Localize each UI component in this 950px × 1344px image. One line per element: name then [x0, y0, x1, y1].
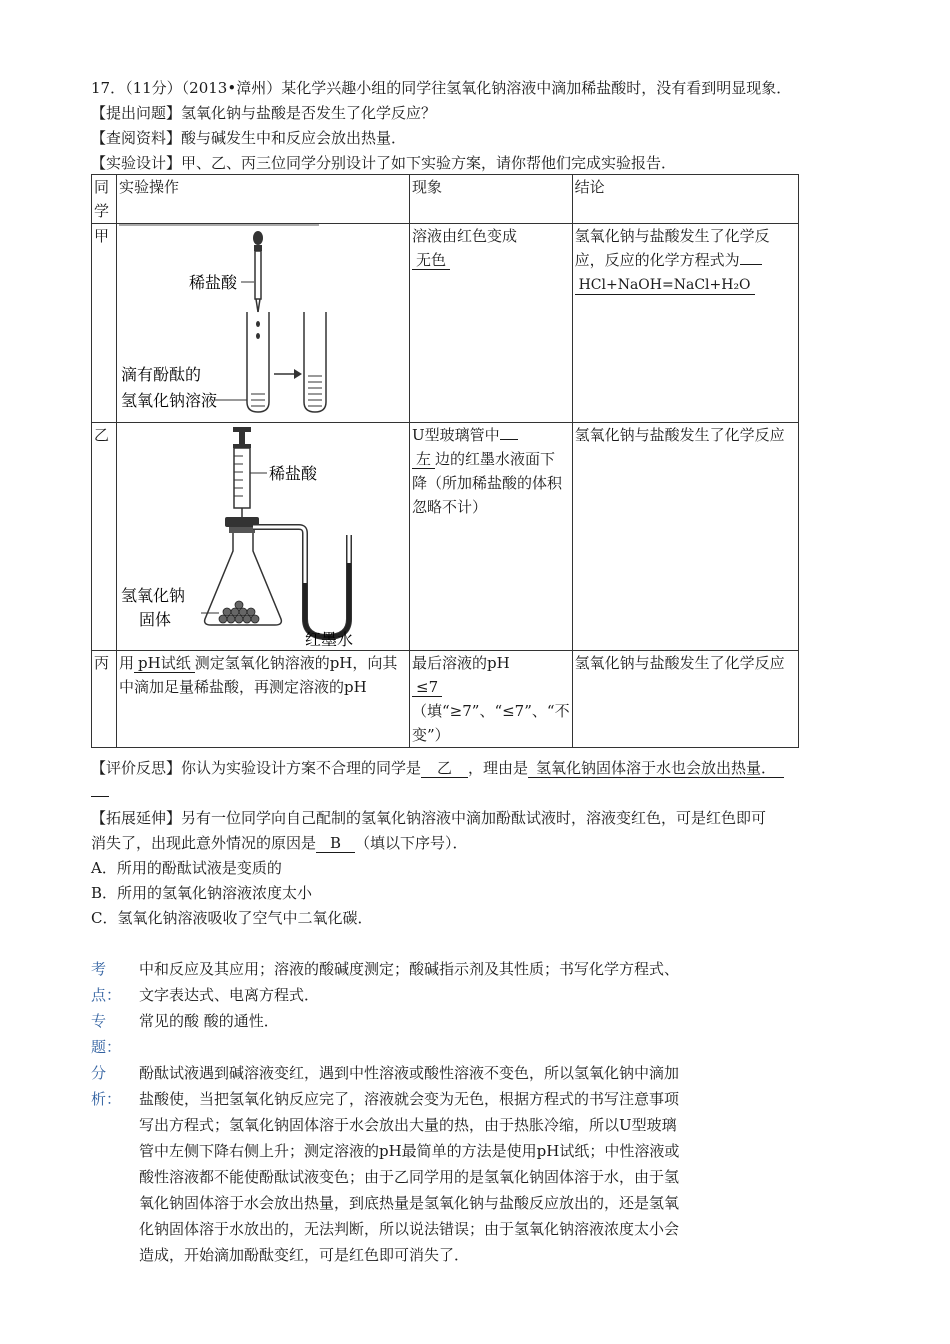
- conclusion-jia-text: 氢氧化钠与盐酸发生了化学反应，反应的化学方程式为: [574, 227, 770, 269]
- phenomenon-yi-answer: 左: [412, 450, 435, 469]
- label-acid-yi: 稀盐酸: [269, 466, 318, 483]
- extension-line-2: [91, 831, 468, 855]
- reflection-answer-1: 乙: [421, 759, 468, 778]
- label-solution-2: 氢氧化钠溶液: [121, 393, 218, 410]
- analysis-fenxi: [91, 1060, 751, 1268]
- header-student: 同学: [92, 175, 117, 224]
- diagram-flask: [119, 423, 407, 648]
- extension-line-2-pre: 消失了，出现此意外情况的原因是: [91, 834, 317, 852]
- table-header-row: [92, 175, 799, 224]
- phenomenon-jia-answer: 无色: [412, 251, 450, 270]
- reflection-mid: ，理由是: [468, 759, 529, 777]
- label-solid-1: 氢氧化钠: [121, 588, 186, 605]
- reflection-text: 【评价反思】你认为实验设计方案不合理的同学是: [91, 759, 422, 777]
- question-ask: 【提出问题】氢氧化钠与盐酸是否发生了化学反应？: [91, 104, 437, 122]
- flask-diagram: [119, 423, 407, 648]
- student-yi: 乙: [92, 423, 117, 651]
- analysis-zhuanti: [91, 1008, 751, 1060]
- reflection-blank-tail: [91, 780, 109, 804]
- kaodian-body: 中和反应及其应用；溶液的酸碱度测定；酸碱指示剂及其性质；书写化学方程式、 文字表达式、电离方程式．: [139, 960, 680, 1004]
- label-solid-2: 固体: [139, 612, 172, 629]
- extension-line-2-post: （填以下序号）．: [355, 834, 468, 852]
- test-tube-diagram: [119, 224, 407, 420]
- analysis-section: [91, 956, 751, 1268]
- student-bing: 丙: [92, 651, 117, 748]
- fenxi-body: 酚酞试液遇到碱溶液变红，遇到中性溶液或酸性溶液不变色，所以氢氧化钠中滴加 盐酸使，当把氢氧化钠反应完了，溶液就会变为无色，根据方程式的书写注意事项 写出方程式；氢氧化钠固体溶于水会放出大量的热，由于热胀冷缩，所以U型玻璃 管中左侧下降右侧上升；测定溶液的pH最简单的方法是使用pH试纸；中性溶液或 酸性溶液都不能使酚酞试液变色；由于乙同学用的是氢氧化钠固体溶于水，由于氢 氧化钠固体溶于水会放出热量，到底热量是氢氧化钠与盐酸反应放出的，还是氢氧 化钠固体溶于水放出的，无法判断，所以说法错误；由于氢氧化钠溶液浓度太小会 造成，开始滴加酚酞变红，可是红色即可消失了．: [139, 1064, 680, 1264]
- question-info: 【查阅资料】酸与碱发生中和反应会放出热量．: [91, 129, 407, 147]
- question-intro: 17．（11分）（2013•漳州）某化学兴趣小组的同学往氢氧化钠溶液中滴加稀盐酸时，没有看到明显现象．: [91, 79, 792, 97]
- option-a: A．所用的酚酞试液是变质的: [91, 859, 282, 877]
- phenomenon-bing-post: （填“≥7”、“≤7”、“不变”）: [412, 702, 570, 744]
- phenomenon-jia: [410, 224, 573, 423]
- phenomenon-yi: [410, 423, 573, 651]
- zhuanti-body: 常见的酸 酸的通性．: [139, 1012, 279, 1030]
- student-jia: 甲: [92, 224, 117, 423]
- conclusion-jia: [572, 224, 798, 423]
- phenomenon-yi-text: U型玻璃管中: [412, 426, 500, 444]
- extension-line-1: 【拓展延伸】另有一位同学向自己配制的氢氧化钠溶液中滴加酚酞试液时，溶液变红色，可是红色即可: [91, 809, 767, 827]
- operation-bing-post: 测定氢氧化钠溶液的pH，向其中滴加足量稀盐酸，再测定溶液的pH: [119, 654, 398, 696]
- label-acid-jia: 稀盐酸: [189, 275, 238, 292]
- header-phenomenon: 现象: [410, 175, 573, 224]
- analysis-kaodian: [91, 956, 751, 1008]
- operation-yi: [117, 423, 410, 651]
- fenxi-label: 分 析：: [91, 1064, 122, 1108]
- label-water: 红墨水: [305, 632, 354, 648]
- option-b: B．所用的氢氧化钠溶液浓度太小: [91, 884, 313, 902]
- phenomenon-bing-answer: ≤7: [412, 678, 442, 697]
- zhuanti-label: 专 题：: [91, 1012, 122, 1056]
- diagram-test-tubes: [119, 224, 407, 420]
- operation-bing-pre: 用: [119, 654, 135, 672]
- kaodian-label: 考 点：: [91, 960, 122, 1004]
- phenomenon-bing-text: 最后溶液的pH: [412, 654, 510, 672]
- reflection-line: [91, 756, 784, 780]
- table-row-bing: [92, 651, 799, 748]
- label-solution-1: 滴有酚酞的: [121, 367, 202, 384]
- operation-jia: [117, 224, 410, 423]
- extension-answer: B: [316, 834, 355, 853]
- option-c: C．氢氧化钠溶液吸收了空气中二氧化碳．: [91, 909, 373, 927]
- table-row-yi: [92, 423, 799, 651]
- equation-answer: HCl+NaOH=NaCl+H₂O: [575, 276, 755, 295]
- conclusion-yi: 氢氧化钠与盐酸发生了化学反应: [572, 423, 798, 651]
- table-row-jia: [92, 224, 799, 423]
- conclusion-bing: 氢氧化钠与盐酸发生了化学反应: [572, 651, 798, 748]
- phenomenon-jia-text: 溶液由红色变成: [412, 227, 518, 245]
- header-conclusion: 结论: [572, 175, 798, 224]
- operation-bing-answer: pH试纸: [134, 654, 195, 673]
- operation-bing: [117, 651, 410, 748]
- reflection-answer-2: 氢氧化钠固体溶于水也会放出热量．: [528, 759, 784, 778]
- phenomenon-bing: [410, 651, 573, 748]
- header-operation: 实验操作: [117, 175, 410, 224]
- question-design: 【实验设计】甲、乙、丙三位同学分别设计了如下实验方案，请你帮他们完成实验报告．: [91, 154, 677, 172]
- phenomenon-yi-post: 边的红墨水液面下降（所加稀盐酸的体积忽略不计）: [412, 450, 563, 516]
- experiment-table: [91, 174, 799, 748]
